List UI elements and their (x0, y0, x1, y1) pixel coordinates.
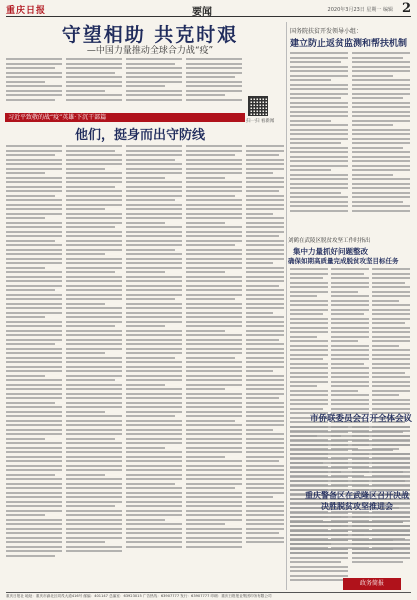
lead-headline: 守望相助 共克时艰 (61, 24, 239, 46)
feature-text-col-1 (6, 145, 62, 559)
qr-caption: 扫一扫 看新闻 (246, 119, 275, 124)
feature-kicker: 习近平致敬的战“疫”英雄·下沉干部篇 (5, 113, 245, 122)
column-divider (286, 22, 287, 590)
page-footer: 重庆日报社 地址：重庆市渝北区同茂大道416号 邮编：401147 总编室：63923015 广告热线：63907777 发行：63907777 印刷：重庆日报报业集团印务有限公司 (6, 592, 411, 598)
right-headline-2b: 确保如期高质量完成脱贫攻坚目标任务 (288, 257, 399, 265)
issue-date: 2020年3月23日 星期一 编辑 (327, 7, 393, 13)
right-text-4a (290, 516, 348, 584)
lead-text-col-3 (126, 58, 182, 103)
feature-text-col-4 (186, 145, 242, 550)
lead-text-col-1 (6, 58, 62, 103)
right-headline-3: 市侨联委员会召开全体会议 (310, 414, 413, 424)
right-headline-1: 建立防止返贫监测和帮扶机制 (290, 39, 408, 49)
right-headline-4: 重庆警备区在武隆区召开决战决胜脱贫攻坚推进会 (305, 491, 409, 511)
feature-text-col-3 (126, 145, 182, 550)
right-text-1a (290, 52, 348, 214)
page-number: 2 (401, 1, 411, 16)
lead-text-col-2 (66, 58, 122, 103)
feature-headline: 他们，挺身而出守防线 (74, 128, 205, 143)
right-kicker-2: 刘鹤在武陵区脱贫攻坚工作时指出 (288, 238, 371, 244)
right-text-4b (352, 516, 410, 566)
news-brief-badge: 政务简报 (343, 578, 401, 590)
right-kicker-1: 国务院扶贫开发领导小组： (290, 28, 363, 35)
middle-text-col (246, 145, 284, 546)
feature-text-col-2 (66, 145, 122, 555)
lead-text-col-4 (186, 58, 242, 103)
qr-code-icon[interactable] (248, 96, 268, 116)
lead-subheadline: —中国力量推动全球合力战“疫” (86, 46, 214, 56)
masthead (6, 3, 411, 17)
right-text-1b (352, 52, 410, 214)
newspaper-logo: 重庆日报 (6, 6, 47, 16)
section-title: 要闻 (192, 7, 212, 18)
right-headline-2: 集中力量抓好问题整改 (293, 247, 368, 256)
